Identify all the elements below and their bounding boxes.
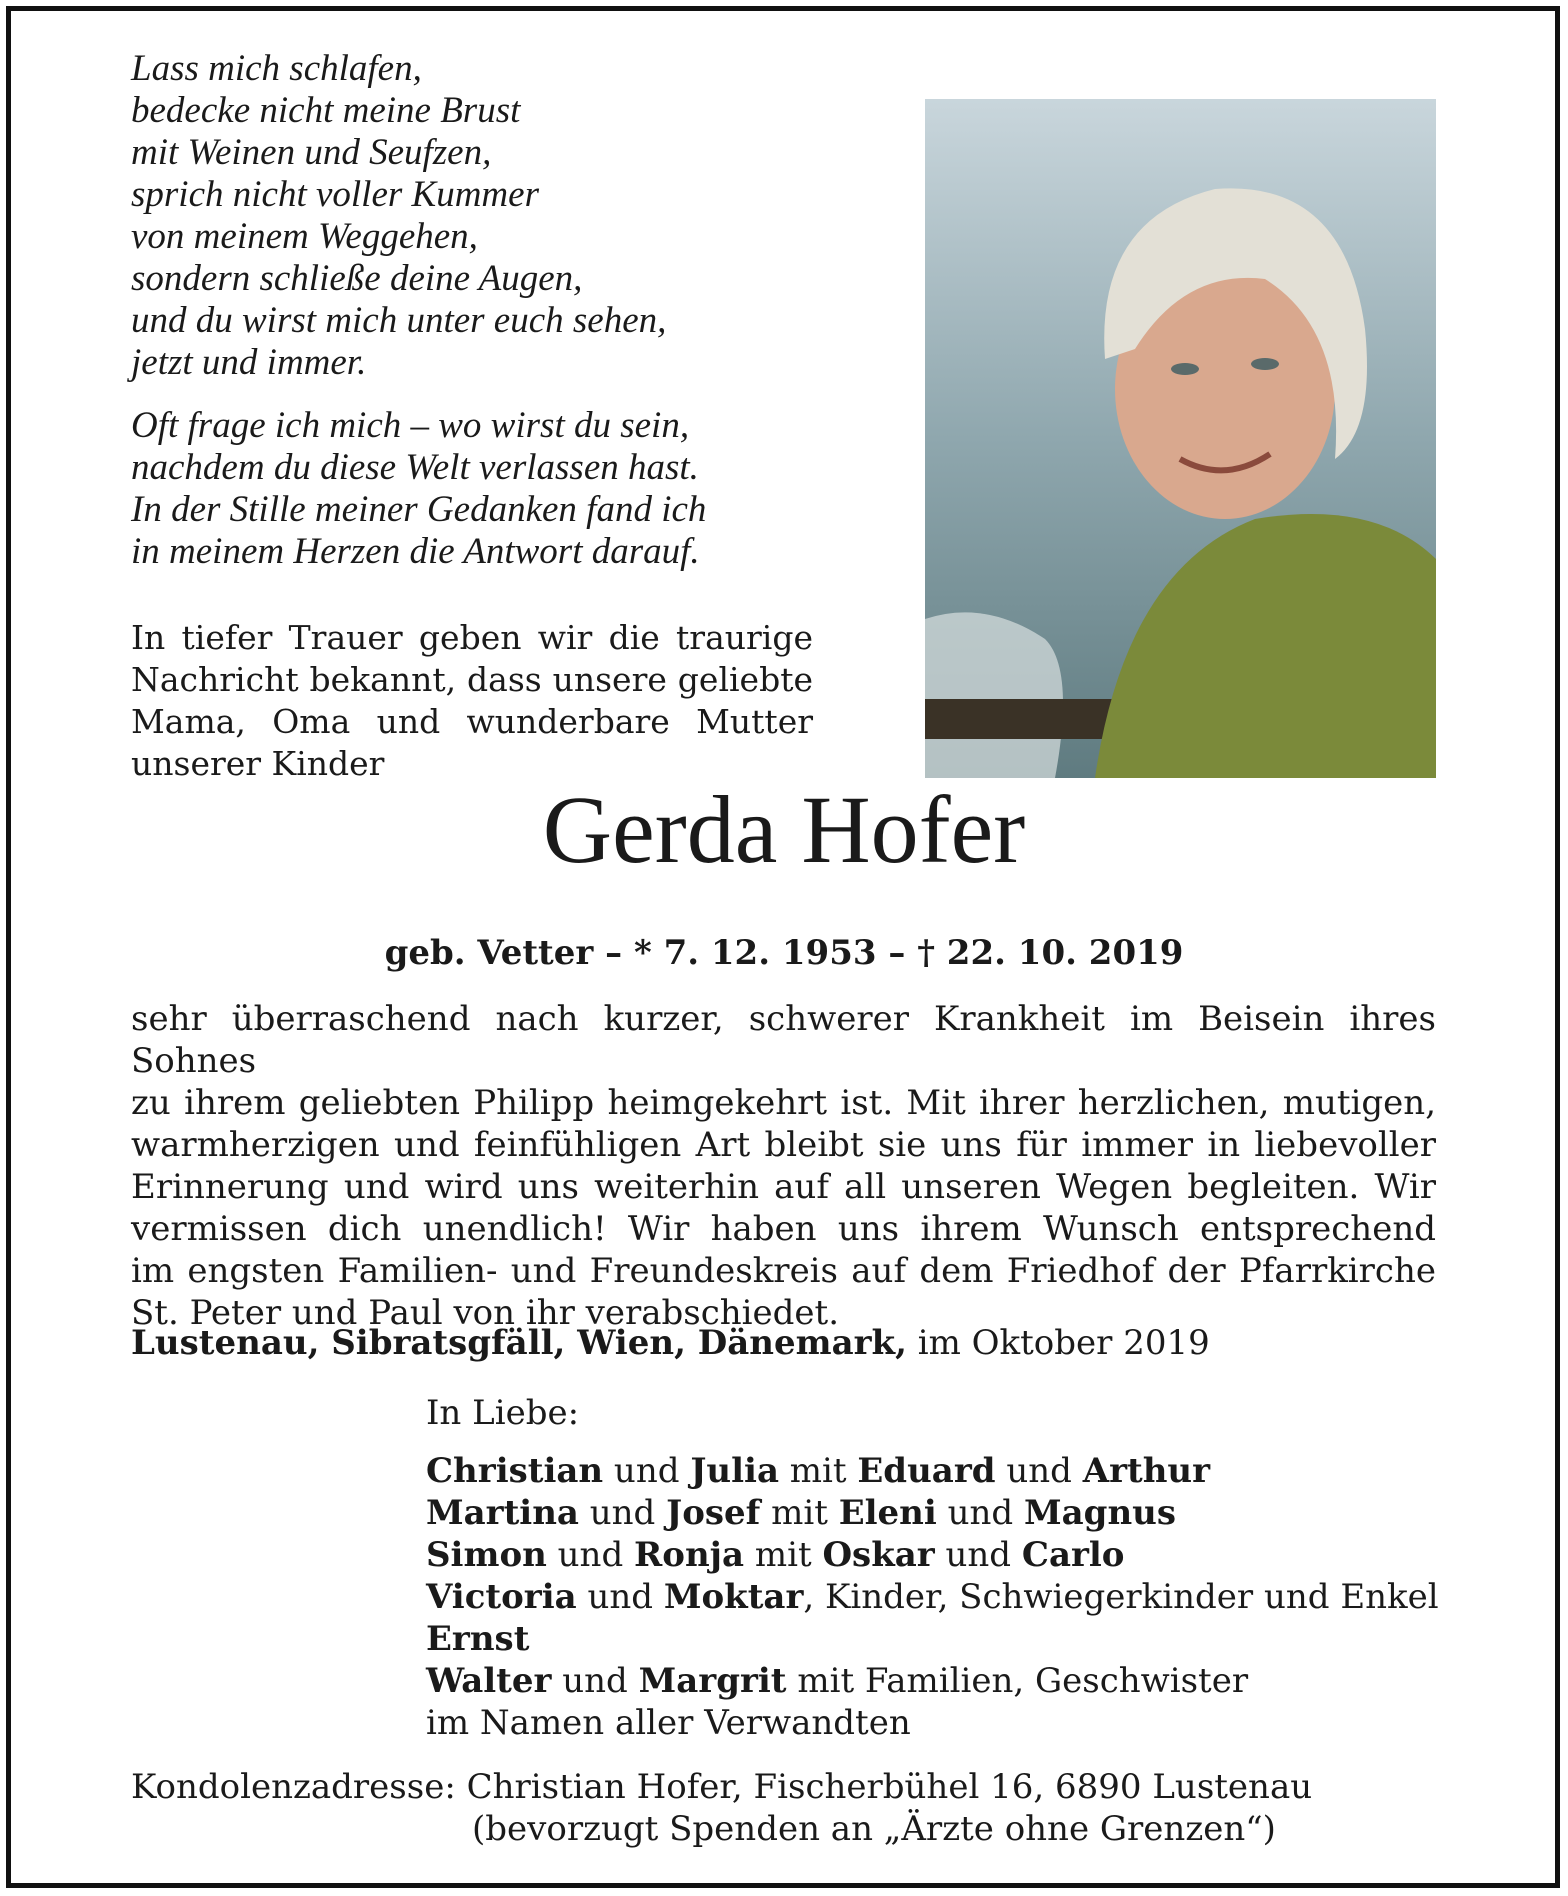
mourner-text: und <box>578 1493 667 1533</box>
mourner-name: Oskar <box>822 1535 935 1575</box>
mourner-name: Ronja <box>634 1535 745 1575</box>
poem-line: jetzt und immer. <box>131 342 367 383</box>
mourner-text: und <box>934 1535 1022 1575</box>
mourner-line <box>426 1660 1439 1702</box>
poem-line: Lass mich schlafen, <box>131 48 422 89</box>
mourner-line <box>426 1618 1439 1660</box>
birth-death-dates: geb. Vetter – * 7. 12. 1953 – † 22. 10. 2019 <box>384 933 1184 973</box>
body-line: warmherzigen und feinfühligen Art bleibt sie uns für immer in liebevoller <box>131 1125 1436 1165</box>
intro-line: Nachricht bekannt, dass unsere geliebte <box>131 660 813 699</box>
mourner-line <box>426 1534 1439 1576</box>
mourner-text: , Kinder, Schwiegerkinder und Enkel <box>803 1577 1439 1617</box>
mourner-line <box>426 1492 1439 1534</box>
mourner-text: und <box>576 1577 664 1617</box>
mourner-name: Magnus <box>1024 1493 1177 1533</box>
poem-line: nachdem du diese Welt verlassen hast. <box>131 447 699 488</box>
mourner-name: Eduard <box>857 1451 996 1491</box>
poem-line: sprich nicht voller Kummer <box>131 174 539 215</box>
mourner-name: Martina <box>426 1493 579 1533</box>
mourner-name: Julia <box>690 1451 779 1491</box>
mourner-text: und <box>995 1451 1083 1491</box>
mourner-name: Margrit <box>638 1661 787 1701</box>
poem-line: in meinem Herzen die Antwort darauf. <box>131 531 700 572</box>
mourner-name: Moktar <box>663 1577 804 1617</box>
mourner-text: und <box>936 1493 1025 1533</box>
mourner-name: Simon <box>426 1535 547 1575</box>
body-line: im engsten Familien- und Freundeskreis auf dem Friedhof der Pfarrkirche <box>131 1251 1436 1291</box>
mourner-name: Victoria <box>426 1577 577 1617</box>
intro-line: Mama, Oma und wunderbare Mutter <box>131 702 813 741</box>
mourner-name: Walter <box>426 1661 552 1701</box>
poem-stanza-1 <box>131 48 666 384</box>
body-line: Erinnerung und wird uns weiterhin auf all unseren Wegen begleiten. Wir <box>131 1167 1436 1207</box>
mourner-line <box>426 1450 1439 1492</box>
poem-line: von meinem Weggehen, <box>131 216 478 257</box>
poem-line: In der Stille meiner Gedanken fand ich <box>131 489 707 530</box>
body-line: zu ihrem geliebten Philipp heimgekehrt ist. Mit ihrer herzlichen, mutigen, <box>131 1083 1436 1123</box>
mourner-name: Ernst <box>426 1619 530 1659</box>
intro-line: In tiefer Trauer geben wir die traurige <box>131 618 813 657</box>
mourner-text: im Namen aller Verwandten <box>426 1703 911 1743</box>
condolence-donation-line: (bevorzugt Spenden an „Ärzte ohne Grenzen“) <box>472 1809 1276 1849</box>
mourner-text: und <box>603 1451 691 1491</box>
mourner-text: und <box>551 1661 639 1701</box>
condolence-address <box>131 1766 1312 1850</box>
mourners-list <box>426 1450 1439 1744</box>
body-line: St. Peter und Paul von ihr verabschiedet. <box>131 1293 840 1333</box>
mourner-text: mit <box>744 1535 823 1575</box>
poem-line: und du wirst mich unter euch sehen, <box>131 300 667 341</box>
mourner-text: mit Familien, Geschwister <box>786 1661 1249 1701</box>
mourner-text: und <box>546 1535 635 1575</box>
mourner-name: Eleni <box>838 1493 937 1533</box>
poem-line: bedecke nicht meine Brust <box>131 90 521 131</box>
poem-line: Oft frage ich mich – wo wirst du sein, <box>131 405 690 446</box>
mourner-name: Carlo <box>1021 1535 1125 1575</box>
poem-line: mit Weinen und Seufzen, <box>131 132 492 173</box>
poem-stanza-2 <box>131 405 706 573</box>
mourner-line <box>426 1576 1439 1618</box>
poem-line: sondern schließe deine Augen, <box>131 258 583 299</box>
body-paragraph <box>131 998 1436 1334</box>
location-places: Lustenau, Sibratsgfäll, Wien, Dänemark, <box>131 1323 907 1363</box>
body-line: vermissen dich unendlich! Wir haben uns ihrem Wunsch entsprechend <box>131 1209 1436 1249</box>
body-line: sehr überraschend nach kurzer, schwerer Krankheit im Beisein ihres Sohnes <box>131 999 1436 1081</box>
mourner-line <box>426 1702 1439 1744</box>
deceased-name: Gerda Hofer <box>542 776 1026 883</box>
portrait-photo <box>925 99 1436 778</box>
mourner-name: Arthur <box>1082 1451 1211 1491</box>
mourner-text: mit <box>778 1451 858 1491</box>
intro-paragraph <box>131 617 813 785</box>
in-liebe-label: In Liebe: <box>426 1393 580 1433</box>
mourner-text: mit <box>760 1493 839 1533</box>
location-line <box>131 1322 1210 1364</box>
mourner-name: Christian <box>426 1451 604 1491</box>
condolence-line: Kondolenzadresse: Christian Hofer, Fischerbühel 16, 6890 Lustenau <box>131 1767 1313 1807</box>
location-date: im Oktober 2019 <box>906 1323 1210 1363</box>
mourner-name: Josef <box>666 1493 761 1533</box>
intro-line: unserer Kinder <box>131 744 385 783</box>
